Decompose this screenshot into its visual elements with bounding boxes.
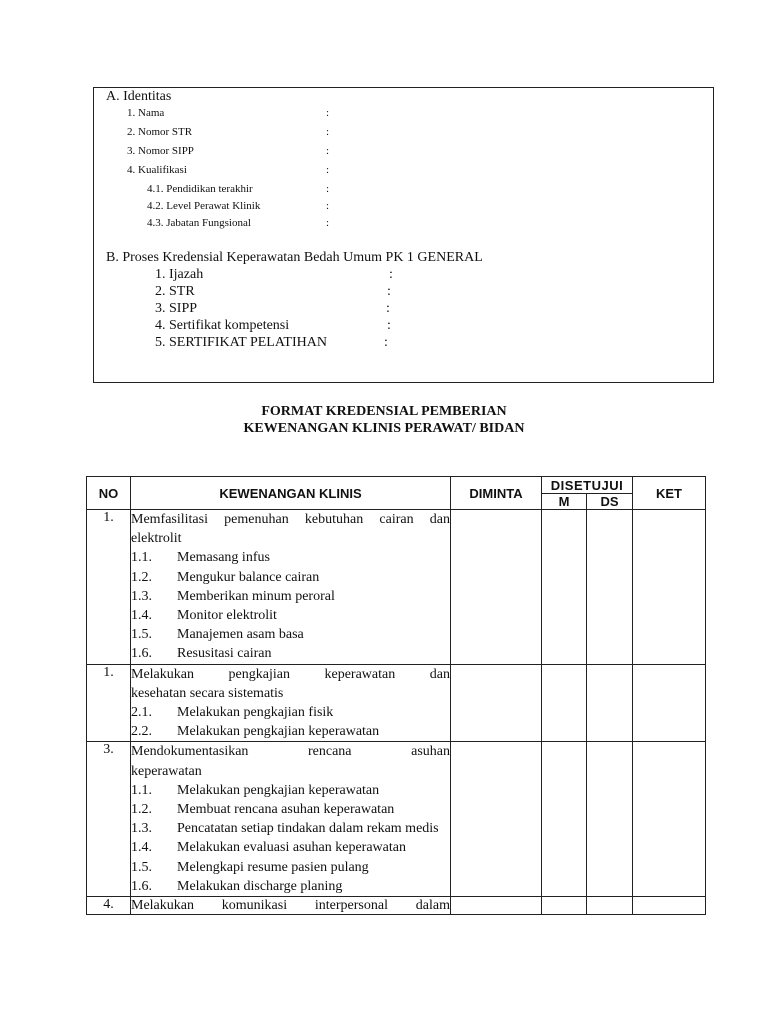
list-item (131, 703, 450, 722)
list-item (131, 606, 450, 625)
row-title-line: Melakukan komunikasi interpersonal dalam (131, 898, 450, 914)
identity-pendidikan-label: 4.1. Pendidikan terakhir (147, 183, 253, 195)
list-item (131, 625, 450, 644)
identity-kualifikasi-colon: : (326, 164, 330, 176)
item-text: Melakukan discharge planing (177, 878, 343, 894)
diminta-cell[interactable] (451, 742, 542, 897)
ket-cell[interactable] (633, 897, 706, 915)
item-number: 2.2. (131, 724, 152, 740)
list-item (131, 644, 450, 663)
credential-sipp-colon: : (386, 301, 390, 316)
table-row (87, 664, 706, 742)
table-row (87, 897, 706, 915)
ds-cell[interactable] (587, 742, 633, 897)
item-text: Melakukan evaluasi asuhan keperawatan (177, 840, 406, 856)
header-no: NO (87, 477, 131, 510)
identity-kualifikasi-label: 4. Kualifikasi (127, 164, 187, 176)
list-item (131, 838, 450, 857)
credential-ijazah-colon: : (389, 267, 393, 282)
ds-cell[interactable] (587, 664, 633, 742)
item-text: Memasang infus (177, 550, 270, 566)
item-text: Manajemen asam basa (177, 627, 304, 643)
item-number: 2.1. (131, 705, 152, 721)
header-ket: KET (633, 477, 706, 510)
header-ds: DS (587, 494, 633, 510)
table-row (87, 742, 706, 897)
ket-cell[interactable] (633, 664, 706, 742)
row-title-line: elektrolit (131, 531, 182, 547)
identity-pendidikan-colon: : (326, 183, 330, 195)
item-text: Memberikan minum peroral (177, 588, 335, 604)
row-number: 1. (87, 510, 131, 665)
row-title-line: Mendokumentasikan rencana asuhan (131, 744, 450, 760)
form-title-line2: KEWENANGAN KLINIS PERAWAT/ BIDAN (243, 421, 525, 436)
diminta-cell[interactable] (451, 664, 542, 742)
item-text: Membuat rencana asuhan keperawatan (177, 802, 395, 818)
credential-str-colon: : (387, 284, 391, 299)
form-title-line1: FORMAT KREDENSIAL PEMBERIAN (261, 404, 507, 419)
row-title-line: kesehatan secara sistematis (131, 685, 284, 701)
list-item (131, 722, 450, 741)
m-cell[interactable] (542, 742, 587, 897)
list-item (131, 587, 450, 606)
credential-sertifikat-label: 4. Sertifikat kompetensi (155, 318, 290, 333)
section-a-heading: A. Identitas (106, 89, 172, 104)
row-title-line: Memfasilitasi pemenuhan kebutuhan cairan dan (131, 512, 450, 527)
item-number: 1.2. (131, 569, 152, 585)
ds-cell[interactable] (587, 897, 633, 915)
item-text: Pencatatan setiap tindakan dalam rekam medis (177, 821, 439, 837)
table-row (87, 510, 706, 665)
list-item (131, 858, 450, 877)
row-kewenangan (131, 897, 451, 915)
item-text: Melakukan pengkajian keperawatan (177, 782, 380, 798)
list-item (131, 877, 450, 896)
row-title-line: keperawatan (131, 763, 202, 779)
item-text: Resusitasi cairan (177, 646, 272, 662)
item-number: 1.3. (131, 588, 152, 604)
m-cell[interactable] (542, 664, 587, 742)
identity-nama-label: 1. Nama (127, 107, 165, 119)
item-number: 1.4. (131, 608, 152, 624)
identity-str-label: 2. Nomor STR (127, 126, 193, 138)
ket-cell[interactable] (633, 510, 706, 665)
identity-str-colon: : (326, 126, 330, 138)
section-b-heading: B. Proses Kredensial Keperawatan Bedah Umum PK 1 GENERAL (106, 250, 483, 265)
row-number: 1. (87, 664, 131, 742)
item-text: Monitor elektrolit (177, 608, 277, 624)
ds-cell[interactable] (587, 510, 633, 665)
item-text: Mengukur balance cairan (177, 569, 320, 585)
credential-pelatihan-colon: : (384, 335, 388, 350)
row-kewenangan (131, 742, 451, 897)
diminta-cell[interactable] (451, 897, 542, 915)
row-number: 4. (87, 897, 131, 915)
item-text: Melakukan pengkajian fisik (177, 705, 334, 721)
item-number: 1.1. (131, 782, 152, 798)
list-item (131, 781, 450, 800)
row-title-line: Melakukan pengkajian keperawatan dan (131, 666, 450, 682)
identity-level-label: 4.2. Level Perawat Klinik (147, 200, 261, 212)
credential-str-label: 2. STR (155, 284, 195, 299)
list-item (131, 819, 450, 838)
kewenangan-table (86, 476, 706, 915)
item-number: 1.3. (131, 821, 152, 837)
identity-sipp-label: 3. Nomor SIPP (127, 145, 194, 157)
header-disetujui: DISETUJUI (542, 477, 633, 494)
identity-nama-colon: : (326, 107, 330, 119)
header-m: M (542, 494, 587, 510)
identity-jabatan-label: 4.3. Jabatan Fungsional (147, 217, 251, 229)
item-number: 1.2. (131, 802, 152, 818)
m-cell[interactable] (542, 897, 587, 915)
item-number: 1.6. (131, 646, 152, 662)
item-number: 1.5. (131, 627, 152, 643)
identity-sipp-colon: : (326, 145, 330, 157)
item-number: 1.6. (131, 878, 152, 894)
item-text: Melakukan pengkajian keperawatan (177, 724, 380, 740)
list-item (131, 800, 450, 819)
list-item (131, 568, 450, 587)
item-number: 1.5. (131, 859, 152, 875)
header-kewenangan: KEWENANGAN KLINIS (131, 477, 451, 510)
credential-sipp-label: 3. SIPP (155, 301, 198, 316)
table-header-row (87, 477, 706, 494)
row-number: 3. (87, 742, 131, 897)
header-diminta: DIMINTA (451, 477, 542, 510)
row-kewenangan (131, 664, 451, 742)
credential-ijazah-label: 1. Ijazah (155, 267, 204, 282)
item-text: Melengkapi resume pasien pulang (177, 859, 369, 875)
diminta-cell[interactable] (451, 510, 542, 665)
row-kewenangan (131, 510, 451, 665)
list-item (131, 548, 450, 567)
identity-jabatan-colon: : (326, 217, 330, 229)
item-number: 1.1. (131, 550, 152, 566)
m-cell[interactable] (542, 510, 587, 665)
item-number: 1.4. (131, 840, 152, 856)
credential-pelatihan-label: 5. SERTIFIKAT PELATIHAN (155, 335, 327, 350)
credential-sertifikat-colon: : (387, 318, 391, 333)
identity-level-colon: : (326, 200, 330, 212)
ket-cell[interactable] (633, 742, 706, 897)
